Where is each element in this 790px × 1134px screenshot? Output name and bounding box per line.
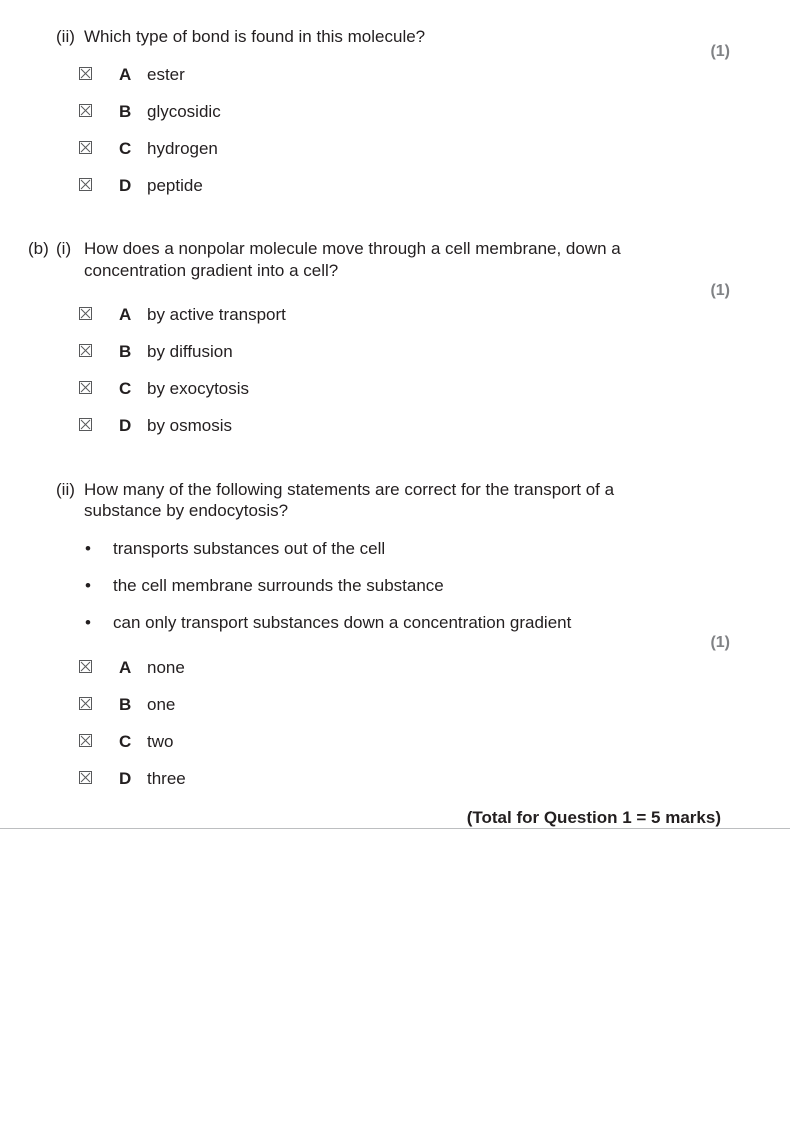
- answer-checkbox-a-ii-B[interactable]: [79, 104, 92, 117]
- option-letter: B: [119, 342, 132, 361]
- statement-2: the cell membrane surrounds the substance: [113, 576, 444, 595]
- option-letter: A: [119, 658, 132, 677]
- crossed-checkbox-icon: [80, 142, 91, 153]
- option-letter: C: [119, 379, 132, 398]
- marks-a-ii: (1): [710, 43, 730, 60]
- part-label-b-ii: (ii): [56, 480, 75, 499]
- answer-checkbox-b-i-A[interactable]: [79, 307, 92, 320]
- crossed-checkbox-icon: [80, 68, 91, 79]
- option-text: none: [147, 658, 185, 677]
- option-text: three: [147, 769, 186, 788]
- option-text: peptide: [147, 176, 203, 195]
- crossed-checkbox-icon: [80, 735, 91, 746]
- option-letter: B: [119, 102, 132, 121]
- answer-checkbox-b-i-D[interactable]: [79, 418, 92, 431]
- option-text: one: [147, 695, 176, 714]
- statement-3: can only transport substances down a concentration gradient: [113, 613, 572, 632]
- marks-b-ii: (1): [710, 634, 730, 651]
- option-text: hydrogen: [147, 139, 218, 158]
- option-letter: B: [119, 695, 132, 714]
- crossed-checkbox-icon: [80, 345, 91, 356]
- option-text: by diffusion: [147, 342, 233, 361]
- option-text: two: [147, 732, 174, 751]
- answer-checkbox-a-ii-D[interactable]: [79, 178, 92, 191]
- question-total: (Total for Question 1 = 5 marks): [466, 808, 721, 827]
- section-divider: [0, 828, 790, 829]
- crossed-checkbox-icon: [80, 179, 91, 190]
- option-letter: C: [119, 732, 132, 751]
- option-letter: A: [119, 65, 132, 84]
- option-text: by osmosis: [147, 416, 233, 435]
- crossed-checkbox-icon: [80, 308, 91, 319]
- option-text: by exocytosis: [147, 379, 250, 398]
- option-text: by active transport: [147, 305, 286, 324]
- answer-checkbox-a-ii-A[interactable]: [79, 67, 92, 80]
- answer-checkbox-b-ii-C[interactable]: [79, 734, 92, 747]
- bullet-marker: •: [85, 539, 91, 558]
- option-letter: D: [119, 176, 132, 195]
- bullet-marker: •: [85, 576, 91, 595]
- option-text: ester: [147, 65, 185, 84]
- answer-checkbox-b-ii-A[interactable]: [79, 660, 92, 673]
- option-text: glycosidic: [147, 102, 221, 121]
- option-letter: C: [119, 139, 132, 158]
- option-letter: A: [119, 305, 132, 324]
- question-b-i-line1: How does a nonpolar molecule move through a cell membrane, down a: [84, 239, 621, 258]
- question-b-ii-line1: How many of the following statements are correct for the transport of a: [84, 480, 615, 499]
- crossed-checkbox-icon: [80, 105, 91, 116]
- answer-checkbox-b-i-C[interactable]: [79, 381, 92, 394]
- answer-checkbox-b-i-B[interactable]: [79, 344, 92, 357]
- answer-checkbox-b-ii-B[interactable]: [79, 697, 92, 710]
- bullet-marker: •: [85, 613, 91, 632]
- question-b-i-line2: concentration gradient into a cell?: [84, 261, 339, 280]
- answer-checkbox-a-ii-C[interactable]: [79, 141, 92, 154]
- option-letter: D: [119, 769, 132, 788]
- crossed-checkbox-icon: [80, 772, 91, 783]
- part-label-a-ii: (ii): [56, 27, 75, 46]
- crossed-checkbox-icon: [80, 382, 91, 393]
- section-label-b: (b): [28, 239, 49, 258]
- option-letter: D: [119, 416, 132, 435]
- question-b-ii-line2: substance by endocytosis?: [84, 501, 289, 520]
- marks-b-i: (1): [710, 282, 730, 299]
- question-a-ii: Which type of bond is found in this molecule?: [84, 27, 426, 46]
- crossed-checkbox-icon: [80, 419, 91, 430]
- answer-checkbox-b-ii-D[interactable]: [79, 771, 92, 784]
- crossed-checkbox-icon: [80, 661, 91, 672]
- statement-1: transports substances out of the cell: [113, 539, 386, 558]
- part-label-b-i: (i): [56, 239, 72, 258]
- crossed-checkbox-icon: [80, 698, 91, 709]
